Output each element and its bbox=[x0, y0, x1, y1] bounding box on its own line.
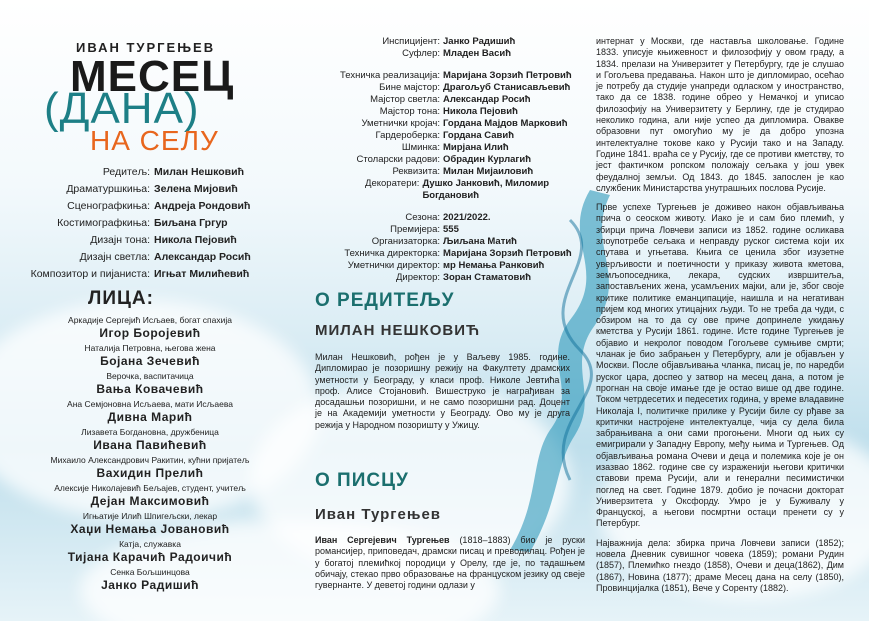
credit-value: Биљана Гргур bbox=[154, 217, 228, 229]
crew-value: Душко Јанковић, Миломир Богдановић bbox=[422, 178, 550, 201]
credit-row bbox=[0, 249, 300, 266]
crew-label: Суфлер: bbox=[402, 48, 440, 59]
cast-role: Верочка, васпитачица bbox=[106, 371, 194, 381]
credit-row bbox=[0, 232, 300, 249]
crew-label: Организаторка: bbox=[371, 236, 440, 247]
crew-row bbox=[305, 82, 580, 94]
credit-row bbox=[0, 164, 300, 181]
crew-list bbox=[305, 36, 580, 284]
director-heading: О РЕДИТЕЉУ bbox=[315, 290, 455, 311]
writer-heading: О ПИСЦУ bbox=[315, 470, 409, 491]
crew-value: Љиљана Матић bbox=[443, 236, 517, 247]
credit-row bbox=[0, 266, 300, 283]
crew-value: Мирјана Илић bbox=[443, 142, 509, 153]
title-line-2: (ДАНА) bbox=[44, 84, 200, 133]
works-paragraph: Најважнија дела: збирка прича Ловчеви записи (1852); новела Дневник сувишног човека (1859); романи Рудин (1857), Племићко гнездо (1858), Очеви и деца(1862), Дим (1867), Новина (1877); драме Месец дана на селу (1850), Провинцијалка (1851), Вече у Соренту (1882). bbox=[596, 537, 844, 593]
cast-actor: Хаџи Немања Јовановић bbox=[70, 522, 230, 536]
director-name: МИЛАН НЕШКОВИЋ bbox=[315, 322, 481, 339]
writer-name: Иван Тургењев bbox=[315, 506, 442, 523]
credit-label: Композитор и пијаниста: bbox=[30, 268, 150, 280]
bio-paragraph: Прве успехе Тургењев је доживео након објављивања прича о сеоском животу. Иако је и сам био племић, у збирци прича Ловчеви записи из 1852. године осликава злоупотребе сељака и неправду руског система који их спутава и угњетава. Књига се ценила због изузетне уверљивости и поетичности у приказу живота кметова, земљопоседника, лекара, судских извршитеља, запостављених жена, усамљених мајки, али је, због своје критике политике еманципације, наишла и на негативан пријем код многих утицајних људи. То не треба да чуди, с обзиром на то да су ове приче допринеле укидању кметства у Русији 1861. године. Исте године Тургењев је објавио и некролог поводом Гогољеве сумњиве смрти; чланак је био забрањен у Петербургу, али је објављен у Москви. После објављивања чланка, писац је, по наредби руског цара, доспео у затвор на месец дана, а потом је прогнан на своје имање где је остао више од две године. Током четрдесетих и педесетих година, у време владавине Николаја I, политичке прилике у Русији биле су рђаве за критички настројене интелектуалце, чија су дела била забрањивана а они сами прогоњени. Многи од њих су емигрирали у Западну Европу, међу њима и Тургењев. Од објављивања романа Очеви и деца и полемика које је он изазвао 1862. године све су израженији његови критички ставови према Русији, али и генерални песимистички поглед на свет. Године 1879. добио је почасни докторат Универзитета у Оксфорду. Умро је у Буживалу у Француској, а његови посмртни остаци пренети су у Петербург. bbox=[596, 202, 844, 529]
cast-actor: Игор Боројевић bbox=[99, 326, 201, 340]
cast-actor: Ивана Павићевић bbox=[93, 438, 207, 452]
crew-label: Шминка: bbox=[401, 142, 440, 153]
crew-value: Маријана Зорзић Петровић bbox=[443, 248, 572, 259]
cast-role: Алексије Николајевић Бељајев, студент, учитељ bbox=[54, 483, 246, 493]
cast-role: Сенка Бољшинцова bbox=[110, 567, 190, 577]
cast-role: Игњатије Илић Шпигељски, лекар bbox=[82, 511, 218, 521]
crew-label: Мајстор тона: bbox=[379, 106, 440, 117]
cast-list bbox=[0, 312, 300, 592]
crew-value: Зоран Стаматовић bbox=[443, 272, 532, 283]
writer-bio bbox=[315, 535, 585, 591]
crew-row bbox=[305, 94, 580, 106]
crew-value: Никола Пејовић bbox=[443, 106, 518, 117]
credit-label: Редитељ: bbox=[102, 166, 150, 178]
crew-label: Реквизита: bbox=[392, 166, 440, 177]
crew-row bbox=[305, 166, 580, 178]
crew-value: Младен Васић bbox=[443, 48, 511, 59]
crew-value: Гордана Мајдов Марковић bbox=[443, 118, 568, 129]
crew-row bbox=[305, 106, 580, 118]
credit-label: Костимографкиња: bbox=[57, 217, 150, 229]
crew-label: Столарски радови: bbox=[356, 154, 440, 165]
crew-label: Бине мајстор: bbox=[379, 82, 440, 93]
crew-row bbox=[305, 260, 580, 272]
cast-actor: Дејан Максимовић bbox=[90, 494, 210, 508]
cast-actor: Дивна Марић bbox=[107, 410, 193, 424]
crew-row bbox=[305, 70, 580, 82]
crew-value: Александар Росић bbox=[443, 94, 531, 105]
crew-value: 2021/2022. bbox=[443, 212, 491, 223]
crew-value: мр Немања Ранковић bbox=[443, 260, 545, 271]
credit-value: Никола Пејовић bbox=[154, 234, 237, 246]
crew-label: Сезона: bbox=[405, 212, 440, 223]
credit-value: Зелена Мијовић bbox=[154, 183, 238, 195]
crew-row bbox=[305, 142, 580, 154]
crew-value: Драгољуб Станисављевић bbox=[443, 82, 571, 93]
crew-label: Уметнички кројач: bbox=[361, 118, 440, 129]
title-line-3: НА СЕЛУ bbox=[90, 125, 219, 156]
cast-actor: Тијана Карачић Радоичић bbox=[67, 550, 233, 564]
column-right bbox=[596, 36, 844, 602]
bio-paragraph: интернат у Москви, где наставља школовање. Године 1833. уписује књижевност и филозофију у овом граду, а 1834. прелази на Универзитет у Петербургу, где је слушао и Гогољева предавања. Након што је дипломирао, осећао је потребу да студије унапреди одласком у иностранство, тако да се 1838. године обрео у Немачкој и уписао филозофију на Универзитету у Берлину, где је студирао неколико година, али није успео да дипломира. Оваквe образовни пут омогућио му је да добро упозна интелектуалне токове како у Русији тако и на Западу. Године 1841. враћа се у Русију, где се противи кметству, то јест фактичком ропском положају сељака у још увек феудалној земљи. Од 1843. до 1845. запослен је као службеник Министарства унутрашњих послова Русије. bbox=[596, 36, 844, 193]
writer-full-name: Иван Сергејевич Тургењев bbox=[315, 535, 450, 545]
crew-label: Уметнички директор: bbox=[347, 260, 440, 271]
credit-value: Александар Росић bbox=[154, 251, 251, 263]
crew-row bbox=[305, 130, 580, 142]
credit-label: Драматуршкиња: bbox=[66, 183, 150, 195]
cast-role: Аркадије Сергејић Исљаев, богат спахија bbox=[68, 315, 232, 325]
crew-value: Обрадин Курлагић bbox=[443, 154, 532, 165]
crew-row bbox=[305, 36, 580, 48]
crew-value: Милан Мијаиловић bbox=[443, 166, 534, 177]
credit-value: Андреја Рондовић bbox=[154, 200, 251, 212]
crew-row bbox=[305, 154, 580, 166]
crew-label: Инспицијент: bbox=[382, 36, 440, 47]
crew-label: Премијера: bbox=[390, 224, 440, 235]
credit-row bbox=[0, 181, 300, 198]
cast-role: Ана Семјоновна Исљаева, мати Исљаева bbox=[67, 399, 233, 409]
crew-row bbox=[305, 224, 580, 236]
credit-label: Дизајн тона: bbox=[90, 234, 150, 246]
cast-role: Лизавета Богдановна, дружбеница bbox=[81, 427, 219, 437]
cast-role: Катја, служавка bbox=[119, 539, 181, 549]
crew-label: Гардероберка: bbox=[375, 130, 440, 141]
cast-role: Михаило Александрович Ракитин, кућни пријатељ bbox=[50, 455, 250, 465]
crew-value: Маријана Зорзић Петровић bbox=[443, 70, 572, 81]
credit-label: Сценографкиња: bbox=[67, 200, 150, 212]
cast-role: Наталија Петровна, његова жена bbox=[84, 343, 216, 353]
credits-list bbox=[0, 164, 300, 283]
crew-value: Гордана Савић bbox=[443, 130, 514, 141]
crew-label: Техничка директорка: bbox=[344, 248, 440, 259]
crew-row bbox=[305, 248, 580, 260]
crew-label: Декоратери: bbox=[365, 178, 420, 189]
crew-value: Јанко Радишић bbox=[443, 36, 516, 47]
cast-heading: ЛИЦА: bbox=[88, 288, 154, 309]
cast-actor: Бојана Зечевић bbox=[100, 354, 200, 368]
crew-row bbox=[305, 272, 580, 284]
crew-row bbox=[305, 178, 580, 202]
cast-actor: Јанко Радишић bbox=[101, 578, 199, 592]
crew-label: Мајстор светла: bbox=[370, 94, 440, 105]
credit-row bbox=[0, 198, 300, 215]
crew-row bbox=[305, 48, 580, 60]
credit-value: Милан Нешковић bbox=[154, 166, 244, 178]
director-bio: Милан Нешковић, рођен је у Ваљеву 1985. године. Дипломирао је позоришну режију на Факултету драмских уметности у Београду, у класи проф. Николе Јевтића и проф. Алисе Стојановић. Вишеструко је награђиван за досадашњи позоришни, и не само позоришни рад. Доцент је на Академији уметности у Београду. Ово му је друга режија у Народном позоришту у Ужицу. bbox=[315, 352, 570, 430]
crew-label: Директор: bbox=[395, 272, 440, 283]
crew-value: 555 bbox=[443, 224, 459, 235]
crew-row bbox=[305, 236, 580, 248]
credit-label: Дизајн светла: bbox=[79, 251, 150, 263]
title-line-1: МЕСЕЦ bbox=[70, 52, 235, 101]
author-name: ИВАН ТУРГЕЊЕВ bbox=[76, 40, 216, 55]
cast-actor: Вахидин Прелић bbox=[96, 466, 204, 480]
crew-row bbox=[305, 212, 580, 224]
credit-row bbox=[0, 215, 300, 232]
crew-label: Техничка реализација: bbox=[339, 70, 440, 81]
writer-bio-text: (1818–1883) био је руски романсијер, приповедач, драмски писац и преводилац. Рођен је у богатој племићкој породици у Орелу, где је, по тадашњем обичају, стекао прво образовање на француском језику од свеје гувернанте. У деветој години одлази у bbox=[315, 535, 585, 591]
crew-row bbox=[305, 118, 580, 130]
credit-value: Игњат Милићевић bbox=[154, 268, 250, 280]
cast-actor: Вања Ковачевић bbox=[96, 382, 204, 396]
